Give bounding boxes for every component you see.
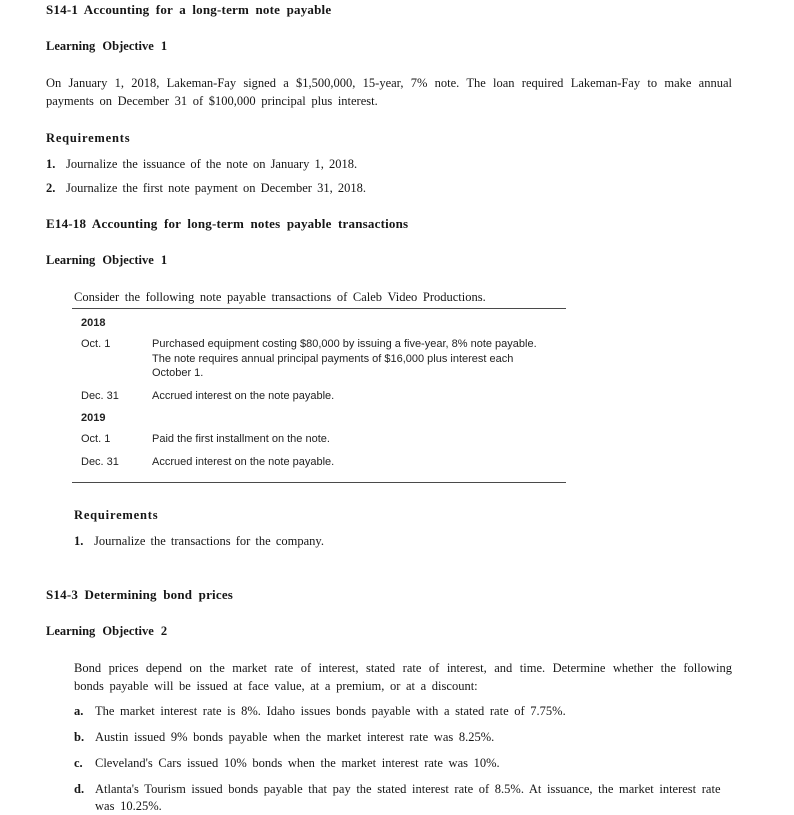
s14-3-heading: S14-3 Determining bond prices <box>46 587 234 602</box>
e14-18-requirements-list <box>74 533 732 549</box>
e14-18-learning-objective: Learning Objective 1 <box>46 253 168 267</box>
bond-item <box>74 729 732 746</box>
e14-18-body-block <box>74 288 732 549</box>
e14-18-requirements-heading: Requirements <box>74 508 159 522</box>
bond-item-label: a. <box>74 704 84 718</box>
table-year-row: 2019 <box>81 412 106 424</box>
bond-item <box>74 781 732 815</box>
requirement-item <box>46 180 732 196</box>
s14-1-learning-objective: Learning Objective 1 <box>46 39 168 53</box>
s14-3-problem-text: Bond prices depend on the market rate of interest, stated rate of interest, and time. Determine whether the following bonds payable will be issued at face value, at a premium, or at a discount: <box>74 661 732 693</box>
bond-items-list <box>74 703 732 815</box>
e14-18-intro-text: Consider the following note payable transactions of Caleb Video Productions. <box>74 290 486 304</box>
requirement-number: 2. <box>46 181 56 195</box>
requirement-text: Journalize the transactions for the company. <box>94 534 324 548</box>
bond-item-text: Cleveland's Cars issued 10% bonds when the market interest rate was 10%. <box>95 756 500 770</box>
table-row-date: Oct. 1 <box>81 433 111 445</box>
s14-1-problem-text: On January 1, 2018, Lakeman-Fay signed a $1,500,000, 15-year, 7% note. The loan required Lakeman-Fay to make annual payments on December 31 of $100,000 principal plus interest. <box>46 76 732 108</box>
table-row <box>72 389 566 404</box>
bond-item <box>74 703 732 720</box>
table-row-description: Paid the first installment on the note. <box>152 433 330 445</box>
bond-item-text: Atlanta's Tourism issued bonds payable that pay the stated interest rate of 8.5%. At issuance, the market interest rate was 10.25%. <box>95 782 721 813</box>
bond-item-text: Austin issued 9% bonds payable when the market interest rate was 8.25%. <box>95 730 495 744</box>
table-row <box>72 455 566 470</box>
s14-1-heading: S14-1 Accounting for a long-term note payable <box>46 2 332 17</box>
requirement-text: Journalize the issuance of the note on January 1, 2018. <box>66 157 358 171</box>
table-row-description: Accrued interest on the note payable. <box>152 389 335 402</box>
table-row <box>72 337 566 381</box>
bond-item <box>74 755 732 772</box>
bond-item-text: The market interest rate is 8%. Idaho issues bonds payable with a stated rate of 7.75%. <box>95 704 566 718</box>
s14-3-learning-objective: Learning Objective 2 <box>46 624 168 638</box>
requirement-text: Journalize the first note payment on December 31, 2018. <box>66 181 366 195</box>
table-year-row: 2018 <box>81 317 106 329</box>
table-row <box>72 432 566 447</box>
requirement-number: 1. <box>74 534 84 548</box>
s14-1-requirements-heading: Requirements <box>46 131 131 145</box>
table-row-description: Purchased equipment costing $80,000 by issuing a five-year, 8% note payable. The note requires annual principal payments of $16,000 plus interest each October 1. <box>152 338 537 379</box>
s14-3-body-block <box>74 659 732 815</box>
bond-item-label: b. <box>74 730 85 744</box>
bond-item-label: c. <box>74 756 83 770</box>
transactions-table <box>72 308 566 483</box>
requirement-item <box>74 533 732 549</box>
table-row-description: Accrued interest on the note payable. <box>152 455 335 468</box>
bond-item-label: d. <box>74 782 85 796</box>
table-row-date: Dec. 31 <box>81 455 119 468</box>
requirement-item <box>46 156 732 172</box>
requirement-number: 1. <box>46 157 56 171</box>
table-row-date: Dec. 31 <box>81 389 119 402</box>
s14-1-requirements-list <box>46 156 732 196</box>
table-row-date: Oct. 1 <box>81 338 111 350</box>
e14-18-heading: E14-18 Accounting for long-term notes payable transactions <box>46 216 409 231</box>
